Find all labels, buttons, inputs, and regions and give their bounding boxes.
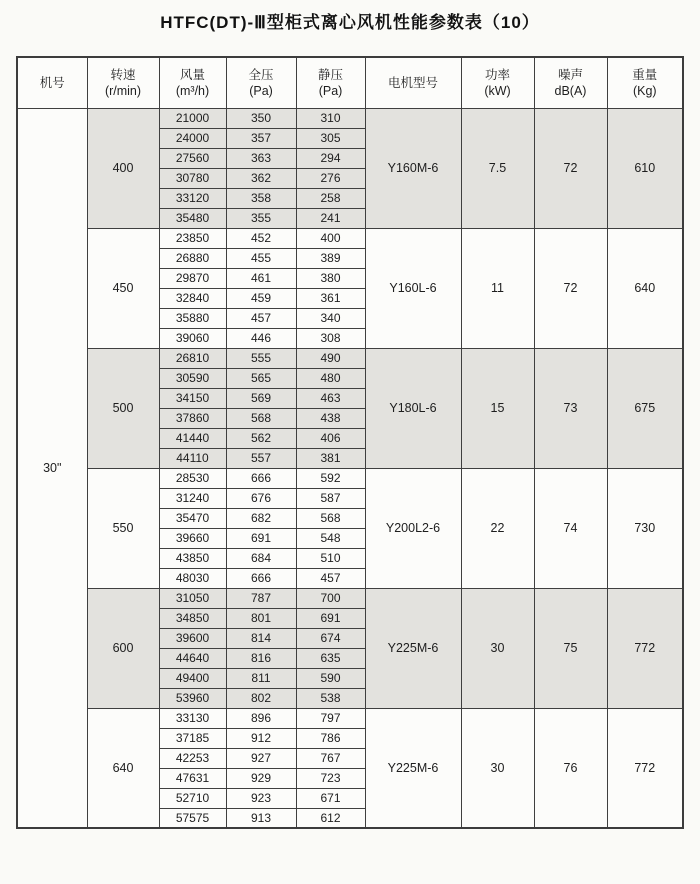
total-pressure-cell: 802	[226, 688, 296, 708]
static-pressure-cell: 612	[296, 808, 365, 828]
motor-model-cell: Y225M-6	[365, 708, 461, 828]
motor-model-cell: Y160M-6	[365, 108, 461, 228]
col-header-airflow	[159, 57, 226, 108]
static-pressure-cell: 389	[296, 248, 365, 268]
airflow-cell: 35880	[159, 308, 226, 328]
total-pressure-cell: 816	[226, 648, 296, 668]
airflow-cell: 30590	[159, 368, 226, 388]
static-pressure-cell: 587	[296, 488, 365, 508]
noise-cell: 74	[534, 468, 607, 588]
table-header	[17, 57, 683, 108]
static-pressure-cell: 241	[296, 208, 365, 228]
header-label: 功率	[484, 67, 510, 82]
total-pressure-cell: 912	[226, 728, 296, 748]
static-pressure-cell: 797	[296, 708, 365, 728]
fan-performance-table	[16, 56, 684, 829]
airflow-cell: 24000	[159, 128, 226, 148]
noise-cell: 72	[534, 108, 607, 228]
noise-cell: 72	[534, 228, 607, 348]
total-pressure-cell: 446	[226, 328, 296, 348]
static-pressure-cell: 438	[296, 408, 365, 428]
speed-cell: 400	[87, 108, 159, 228]
airflow-cell: 48030	[159, 568, 226, 588]
motor-model-cell: Y200L2-6	[365, 468, 461, 588]
static-pressure-cell: 538	[296, 688, 365, 708]
static-pressure-cell: 786	[296, 728, 365, 748]
airflow-cell: 39060	[159, 328, 226, 348]
airflow-cell: 31050	[159, 588, 226, 608]
power-cell: 7.5	[461, 108, 534, 228]
airflow-cell: 34150	[159, 388, 226, 408]
static-pressure-cell: 767	[296, 748, 365, 768]
total-pressure-cell: 682	[226, 508, 296, 528]
noise-cell: 75	[534, 588, 607, 708]
header-label: 全压	[248, 67, 274, 82]
airflow-cell: 49400	[159, 668, 226, 688]
static-pressure-cell: 723	[296, 768, 365, 788]
total-pressure-cell: 568	[226, 408, 296, 428]
total-pressure-cell: 357	[226, 128, 296, 148]
total-pressure-cell: 676	[226, 488, 296, 508]
speed-cell: 450	[87, 228, 159, 348]
static-pressure-cell: 592	[296, 468, 365, 488]
airflow-cell: 42253	[159, 748, 226, 768]
total-pressure-cell: 913	[226, 808, 296, 828]
airflow-cell: 29870	[159, 268, 226, 288]
total-pressure-cell: 555	[226, 348, 296, 368]
static-pressure-cell: 308	[296, 328, 365, 348]
power-cell: 30	[461, 588, 534, 708]
airflow-cell: 32840	[159, 288, 226, 308]
header-unit: (r/min)	[104, 83, 142, 98]
airflow-cell: 34850	[159, 608, 226, 628]
total-pressure-cell: 562	[226, 428, 296, 448]
header-unit: dB(A)	[554, 83, 587, 98]
airflow-cell: 21000	[159, 108, 226, 128]
total-pressure-cell: 557	[226, 448, 296, 468]
airflow-cell: 53960	[159, 688, 226, 708]
machine-no-cell: 30"	[17, 108, 87, 828]
static-pressure-cell: 406	[296, 428, 365, 448]
power-cell: 30	[461, 708, 534, 828]
static-pressure-cell: 510	[296, 548, 365, 568]
total-pressure-cell: 459	[226, 288, 296, 308]
total-pressure-cell: 923	[226, 788, 296, 808]
header-label: 电机型号	[387, 75, 438, 90]
table-row	[17, 588, 683, 608]
total-pressure-cell: 565	[226, 368, 296, 388]
noise-cell: 73	[534, 348, 607, 468]
total-pressure-cell: 929	[226, 768, 296, 788]
airflow-cell: 23850	[159, 228, 226, 248]
speed-cell: 550	[87, 468, 159, 588]
header-label: 噪声	[557, 67, 583, 82]
power-cell: 22	[461, 468, 534, 588]
total-pressure-cell: 452	[226, 228, 296, 248]
airflow-cell: 44640	[159, 648, 226, 668]
table-row	[17, 228, 683, 248]
static-pressure-cell: 361	[296, 288, 365, 308]
col-header-motor-model	[365, 57, 461, 108]
motor-model-cell: Y225M-6	[365, 588, 461, 708]
static-pressure-cell: 671	[296, 788, 365, 808]
header-unit: (Kg)	[632, 83, 657, 98]
static-pressure-cell: 480	[296, 368, 365, 388]
static-pressure-cell: 490	[296, 348, 365, 368]
airflow-cell: 41440	[159, 428, 226, 448]
table-body	[17, 108, 683, 828]
airflow-cell: 44110	[159, 448, 226, 468]
static-pressure-cell: 380	[296, 268, 365, 288]
static-pressure-cell: 463	[296, 388, 365, 408]
static-pressure-cell: 457	[296, 568, 365, 588]
static-pressure-cell: 400	[296, 228, 365, 248]
noise-cell: 76	[534, 708, 607, 828]
total-pressure-cell: 927	[226, 748, 296, 768]
airflow-cell: 57575	[159, 808, 226, 828]
power-cell: 15	[461, 348, 534, 468]
table-row	[17, 708, 683, 728]
total-pressure-cell: 684	[226, 548, 296, 568]
header-row	[17, 57, 683, 108]
total-pressure-cell: 666	[226, 468, 296, 488]
weight-cell: 730	[607, 468, 683, 588]
static-pressure-cell: 258	[296, 188, 365, 208]
weight-cell: 772	[607, 588, 683, 708]
total-pressure-cell: 358	[226, 188, 296, 208]
static-pressure-cell: 381	[296, 448, 365, 468]
table-row	[17, 468, 683, 488]
motor-model-cell: Y180L-6	[365, 348, 461, 468]
total-pressure-cell: 691	[226, 528, 296, 548]
col-header-total-pressure	[226, 57, 296, 108]
weight-cell: 610	[607, 108, 683, 228]
total-pressure-cell: 461	[226, 268, 296, 288]
weight-cell: 772	[607, 708, 683, 828]
col-header-power	[461, 57, 534, 108]
static-pressure-cell: 590	[296, 668, 365, 688]
header-label: 转速	[110, 67, 136, 82]
page-title: HTFC(DT)-Ⅲ型柜式离心风机性能参数表（10）	[160, 13, 540, 32]
static-pressure-cell: 674	[296, 628, 365, 648]
airflow-cell: 35470	[159, 508, 226, 528]
col-header-speed	[87, 57, 159, 108]
static-pressure-cell: 340	[296, 308, 365, 328]
speed-cell: 640	[87, 708, 159, 828]
static-pressure-cell: 310	[296, 108, 365, 128]
speed-cell: 600	[87, 588, 159, 708]
total-pressure-cell: 350	[226, 108, 296, 128]
total-pressure-cell: 896	[226, 708, 296, 728]
total-pressure-cell: 666	[226, 568, 296, 588]
airflow-cell: 43850	[159, 548, 226, 568]
header-unit: (Pa)	[249, 83, 273, 98]
static-pressure-cell: 305	[296, 128, 365, 148]
header-unit: (kW)	[484, 83, 511, 98]
total-pressure-cell: 811	[226, 668, 296, 688]
airflow-cell: 52710	[159, 788, 226, 808]
header-label: 机号	[39, 75, 65, 90]
airflow-cell: 39600	[159, 628, 226, 648]
airflow-cell: 30780	[159, 168, 226, 188]
motor-model-cell: Y160L-6	[365, 228, 461, 348]
col-header-machine-no	[17, 57, 87, 108]
header-label: 风量	[179, 67, 205, 82]
total-pressure-cell: 787	[226, 588, 296, 608]
col-header-static-pressure	[296, 57, 365, 108]
total-pressure-cell: 814	[226, 628, 296, 648]
header-unit: (Pa)	[318, 83, 343, 98]
airflow-cell: 26810	[159, 348, 226, 368]
total-pressure-cell: 455	[226, 248, 296, 268]
header-label: 重量	[632, 67, 658, 82]
airflow-cell: 28530	[159, 468, 226, 488]
header-unit: (m³/h)	[175, 83, 210, 98]
table-row	[17, 108, 683, 128]
static-pressure-cell: 294	[296, 148, 365, 168]
airflow-cell: 39660	[159, 528, 226, 548]
total-pressure-cell: 457	[226, 308, 296, 328]
weight-cell: 675	[607, 348, 683, 468]
weight-cell: 640	[607, 228, 683, 348]
speed-cell: 500	[87, 348, 159, 468]
airflow-cell: 37860	[159, 408, 226, 428]
static-pressure-cell: 700	[296, 588, 365, 608]
header-label: 静压	[317, 67, 343, 82]
static-pressure-cell: 548	[296, 528, 365, 548]
airflow-cell: 37185	[159, 728, 226, 748]
airflow-cell: 33130	[159, 708, 226, 728]
total-pressure-cell: 569	[226, 388, 296, 408]
static-pressure-cell: 635	[296, 648, 365, 668]
power-cell: 11	[461, 228, 534, 348]
airflow-cell: 35480	[159, 208, 226, 228]
airflow-cell: 26880	[159, 248, 226, 268]
total-pressure-cell: 362	[226, 168, 296, 188]
airflow-cell: 31240	[159, 488, 226, 508]
airflow-cell: 47631	[159, 768, 226, 788]
static-pressure-cell: 276	[296, 168, 365, 188]
col-header-noise	[534, 57, 607, 108]
airflow-cell: 27560	[159, 148, 226, 168]
static-pressure-cell: 691	[296, 608, 365, 628]
airflow-cell: 33120	[159, 188, 226, 208]
table-row	[17, 348, 683, 368]
total-pressure-cell: 363	[226, 148, 296, 168]
total-pressure-cell: 355	[226, 208, 296, 228]
total-pressure-cell: 801	[226, 608, 296, 628]
col-header-weight	[607, 57, 683, 108]
static-pressure-cell: 568	[296, 508, 365, 528]
